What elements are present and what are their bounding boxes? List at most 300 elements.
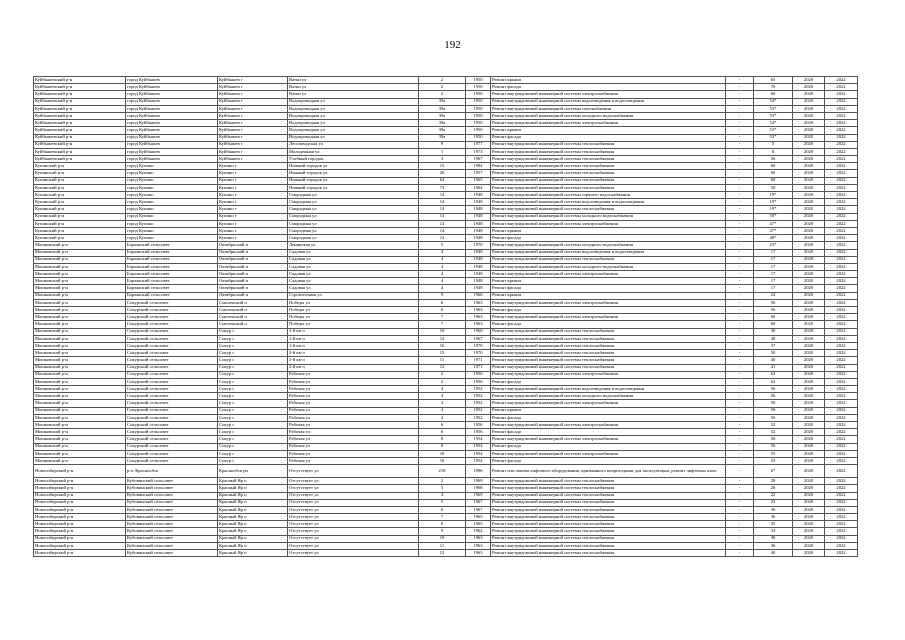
table-cell: Ремонт фасада (491, 443, 726, 450)
table-row (34, 192, 858, 199)
table-cell: Новосибирский р-н (34, 478, 126, 485)
table-cell: Ремонт фасада (491, 457, 726, 464)
table-cell: - (726, 422, 754, 429)
table-row (34, 335, 858, 342)
table-cell: 1956 (466, 422, 491, 429)
table-cell: 2020 (793, 436, 825, 443)
table-cell: Ремонт внутридомовой инженерной системы электроснабжения (491, 271, 726, 278)
table-cell: 53* (754, 112, 793, 119)
table-cell: 11 (419, 542, 466, 549)
table-cell: 2022 (825, 177, 858, 184)
table-cell: 1952 (466, 407, 491, 414)
table-cell: - (726, 213, 754, 220)
table-cell: Ремонт внутридомовой инженерной системы теплоснабжения (491, 184, 726, 191)
table-cell: 2022 (825, 450, 858, 457)
table-cell: - (726, 350, 754, 357)
table-cell: Кубовинский сельсовет (126, 528, 218, 535)
table-cell: 1948 (466, 192, 491, 199)
table-cell: Ремонт фасада (491, 84, 726, 91)
table-row (34, 514, 858, 521)
table-cell: Ремонт внутридомовой инженерной системы электроснабжения (491, 371, 726, 378)
table-cell: - (726, 235, 754, 242)
table-cell: Купинский р-н (34, 170, 126, 177)
table-cell: Ремонт внутридомовой инженерной системы теплоснабжения (491, 163, 726, 170)
table-row (34, 414, 858, 421)
table-row (34, 235, 858, 242)
table-cell: 1954 (466, 443, 491, 450)
table-cell: 1952 (466, 414, 491, 421)
table-cell: Ремонт внутридомовой инженерной системы электроснабжения (491, 120, 726, 127)
table-cell: - (726, 307, 754, 314)
table-cell: 2020 (793, 499, 825, 506)
table-cell: город Купино (126, 177, 218, 184)
table-cell: 48 (754, 335, 793, 342)
table-row (34, 350, 858, 357)
table-cell: - (726, 393, 754, 400)
table-cell: - (726, 357, 754, 364)
table-cell: 12 (419, 335, 466, 342)
table-cell: 2022 (825, 542, 858, 549)
table-cell: 2020 (793, 429, 825, 436)
table-cell: Кубовинский сельсовет (126, 499, 218, 506)
table-cell: Купино г (218, 199, 288, 206)
table-cell: Мошковский р-н (34, 371, 126, 378)
table-cell: Мошковский р-н (34, 350, 126, 357)
table-cell: Сокур с (218, 400, 288, 407)
table-row (34, 84, 858, 91)
table-cell: 2022 (825, 499, 858, 506)
table-cell: Ремонт внутридомовой инженерной системы холодного водоснабжения (491, 393, 726, 400)
capital-repair-table (33, 76, 858, 557)
table-cell: - (726, 199, 754, 206)
table-cell: Ремонт внутридомовой инженерной системы теплоснабжения (491, 506, 726, 513)
table-row (34, 443, 858, 450)
table-cell: Отсутствует ул (288, 478, 419, 485)
table-cell: Отсутствует ул (288, 506, 419, 513)
table-cell: Новосибирский р-н (34, 514, 126, 521)
table-cell: 54* (754, 98, 793, 105)
table-cell: город Купино (126, 227, 218, 234)
table-cell: 1948 (466, 256, 491, 263)
table-row (34, 199, 858, 206)
table-cell: - (726, 485, 754, 492)
table-cell: Водопроводная ул (288, 105, 419, 112)
table-cell: 2022 (825, 199, 858, 206)
table-cell: 8 (419, 443, 466, 450)
table-cell: Ремонт внутридомовой инженерной системы электроснабжения (491, 314, 726, 321)
table-cell: Мошковский р-н (34, 450, 126, 457)
table-cell: 2022 (825, 492, 858, 499)
table-cell: Сокур с (218, 436, 288, 443)
table-cell: 2020 (793, 457, 825, 464)
table-cell: Куйбышев г (218, 112, 288, 119)
table-cell: 4 (419, 263, 466, 270)
table-cell: Отсутствует ул (288, 485, 419, 492)
table-cell: 17 (754, 278, 793, 285)
table-cell: Сокурский сельсовет (126, 342, 218, 349)
table-cell: - (726, 299, 754, 306)
table-row (34, 141, 858, 148)
table-cell: 4 (419, 285, 466, 292)
table-cell: 1968 (466, 485, 491, 492)
table-row (34, 386, 858, 393)
table-row (34, 98, 858, 105)
table-cell: 40 (754, 357, 793, 364)
table-cell: Красный Яр п (218, 514, 288, 521)
table-cell: Сокурский сельсовет (126, 429, 218, 436)
table-cell: 70 (754, 84, 793, 91)
table-cell: 2022 (825, 256, 858, 263)
table-cell: 6 (419, 307, 466, 314)
table-cell: 7 (419, 321, 466, 328)
table-cell: Мошковский р-н (34, 393, 126, 400)
table-cell: Краснообск рп (218, 465, 288, 478)
table-cell: - (726, 478, 754, 485)
table-cell: - (726, 278, 754, 285)
table-cell: Смоленский п (218, 299, 288, 306)
table-cell: 2022 (825, 321, 858, 328)
table-cell: 2020 (793, 105, 825, 112)
table-cell: 2020 (793, 213, 825, 220)
table-cell: 8 (419, 436, 466, 443)
table-cell: 2022 (825, 535, 858, 542)
table-cell: город Куйбышев (126, 91, 218, 98)
table-cell: 50 (754, 350, 793, 357)
table-cell: Смородина ул (288, 192, 419, 199)
table-cell: 65 (754, 77, 793, 84)
table-cell: Куйбышев г (218, 156, 288, 163)
table-cell: Куйбышевский р-н (34, 112, 126, 119)
table-cell: Кубовинский сельсовет (126, 478, 218, 485)
table-cell: Сокурский сельсовет (126, 450, 218, 457)
table-cell: Мошковский р-н (34, 386, 126, 393)
table-cell: - (726, 414, 754, 421)
table-cell: - (726, 328, 754, 335)
table-cell: Ремонт внутридомовой инженерной системы электроснабжения (491, 450, 726, 457)
table-cell: Куйбышев г (218, 91, 288, 98)
table-cell: - (726, 127, 754, 134)
table-cell: Рабочая ул (288, 371, 419, 378)
table-cell: - (726, 514, 754, 521)
table-cell: Рабочая ул (288, 429, 419, 436)
table-cell: 12 (419, 550, 466, 557)
table-cell: Ремонт внутридомовой инженерной системы теплоснабжения (491, 521, 726, 528)
table-cell: Сокур с (218, 357, 288, 364)
table-cell: 14 (419, 199, 466, 206)
table-cell: 2022 (825, 328, 858, 335)
table-cell: город Куйбышев (126, 112, 218, 119)
table-cell: 2020 (793, 307, 825, 314)
table-row (34, 378, 858, 385)
table-cell: Ремонт внутридомовой инженерной системы водоотведения и водоотведения (491, 386, 726, 393)
table-cell: Ленинская ул (288, 242, 419, 249)
table-cell: 1971 (466, 357, 491, 364)
table-cell: Водопроводная ул (288, 127, 419, 134)
table-cell: 2022 (825, 314, 858, 321)
table-cell: Мошковский р-н (34, 407, 126, 414)
table-cell: - (726, 84, 754, 91)
table-cell: 2020 (793, 220, 825, 227)
table-cell: Сокур с (218, 350, 288, 357)
table-cell: Мошковский р-н (34, 271, 126, 278)
table-cell: Нижний городок ул (288, 177, 419, 184)
table-cell: Ремонт внутридомовой инженерной системы электроснабжения (491, 400, 726, 407)
table-cell: - (726, 192, 754, 199)
table-cell: Смоленский п (218, 314, 288, 321)
table-cell: 1956 (466, 429, 491, 436)
table-cell: Ремонт внутридомовой инженерной системы холодного водоснабжения (491, 213, 726, 220)
table-cell: 52 (754, 422, 793, 429)
table-cell: Мошковский р-н (34, 307, 126, 314)
table-cell: 53* (754, 105, 793, 112)
table-cell: город Куйбышев (126, 156, 218, 163)
table-cell: Сокурский сельсовет (126, 321, 218, 328)
table-cell: - (726, 105, 754, 112)
table-cell: Новосибирский р-н (34, 535, 126, 542)
table-cell: город Куйбышев (126, 105, 218, 112)
table-cell: 2022 (825, 485, 858, 492)
table-row (34, 299, 858, 306)
table-cell: 2020 (793, 263, 825, 270)
table-cell: Ремонт внутридомовой инженерной системы теплоснабжения (491, 478, 726, 485)
table-cell: 60 (754, 163, 793, 170)
table-cell: Красный Яр п (218, 535, 288, 542)
table-cell: Красный Яр п (218, 542, 288, 549)
table-row (34, 550, 858, 557)
table-cell: Мошковский р-н (34, 249, 126, 256)
table-cell: Куйбышевский р-н (34, 91, 126, 98)
table-cell: 2022 (825, 184, 858, 191)
table-cell: 1948 (466, 249, 491, 256)
table-cell: 1963 (466, 307, 491, 314)
table-cell: Ремонт внутридомовой инженерной системы теплоснабжения (491, 492, 726, 499)
table-row (34, 314, 858, 321)
table-cell: 2 (419, 84, 466, 91)
table-cell: 62 (419, 177, 466, 184)
table-cell: 35 (754, 521, 793, 528)
table-cell: - (726, 314, 754, 321)
table-cell: Мошковский р-н (34, 285, 126, 292)
table-cell: Мошковский р-н (34, 256, 126, 263)
table-cell: Куйбышев г (218, 141, 288, 148)
table-cell: 14 (419, 235, 466, 242)
table-cell: Красный Яр п (218, 499, 288, 506)
table-cell: Мошковский р-н (34, 242, 126, 249)
table-cell: 2020 (793, 371, 825, 378)
table-cell: Садовая ул (288, 256, 419, 263)
table-cell: Садовая ул (288, 271, 419, 278)
table-row (34, 422, 858, 429)
table-cell: 39а (419, 127, 466, 134)
table-cell: 2020 (793, 271, 825, 278)
table-cell: 1963 (466, 535, 491, 542)
table-cell: 50 (754, 184, 793, 191)
table-cell: 17 (754, 263, 793, 270)
table-cell: 2020 (793, 542, 825, 549)
table-cell: Кубовинский сельсовет (126, 521, 218, 528)
table-cell: Мошковский р-н (34, 328, 126, 335)
table-row (34, 485, 858, 492)
table-cell: - (726, 400, 754, 407)
table-cell: - (726, 364, 754, 371)
table-cell: 73 (419, 184, 466, 191)
table-row (34, 429, 858, 436)
table-cell: 40 (754, 550, 793, 557)
table-row (34, 105, 858, 112)
table-cell: Купинский р-н (34, 163, 126, 170)
table-cell: 1957 (466, 170, 491, 177)
table-cell: 2020 (793, 350, 825, 357)
table-cell: Сокурский сельсовет (126, 436, 218, 443)
table-cell: Ремонт внутридомовой инженерной системы теплоснабжения (491, 535, 726, 542)
table-row (34, 499, 858, 506)
table-cell: 2020 (793, 393, 825, 400)
table-cell: Сокур с (218, 422, 288, 429)
table-cell: Сокурский сельсовет (126, 328, 218, 335)
table-cell: 14 (419, 206, 466, 213)
table-cell: Сокур с (218, 407, 288, 414)
table-cell: Мошковский р-н (34, 429, 126, 436)
table-cell: - (726, 249, 754, 256)
table-cell: Рабочая ул (288, 436, 419, 443)
table-cell: 56 (754, 307, 793, 314)
table-cell: 2020 (793, 148, 825, 155)
table-cell: Мошковский р-н (34, 422, 126, 429)
table-cell: Смоленский п (218, 321, 288, 328)
table-cell: Октябрьский п (218, 249, 288, 256)
table-cell: Ремонт внутридомовой инженерной системы теплоснабжения (491, 350, 726, 357)
table-cell: 2022 (825, 206, 858, 213)
table-cell: Купинский р-н (34, 213, 126, 220)
table-cell: 1948 (466, 213, 491, 220)
table-cell: 1 (419, 148, 466, 155)
table-cell: 1950 (466, 77, 491, 84)
table-cell: 60 (754, 170, 793, 177)
table-cell: Ватки ул (288, 91, 419, 98)
table-cell: 2 (419, 371, 466, 378)
table-cell: 56 (754, 400, 793, 407)
table-cell: Сокур с (218, 378, 288, 385)
table-cell: 1954 (466, 436, 491, 443)
table-cell: 2-й кв-л (288, 364, 419, 371)
table-cell: - (726, 335, 754, 342)
table-row (34, 271, 858, 278)
table-cell: 1950 (466, 84, 491, 91)
table-cell: 1948 (466, 227, 491, 234)
table-row (34, 328, 858, 335)
table-cell: 1948 (466, 271, 491, 278)
table-cell: город Купино (126, 213, 218, 220)
table-cell: Купинский р-н (34, 177, 126, 184)
table-cell: 23 (754, 499, 793, 506)
table-cell: Рабочая ул (288, 378, 419, 385)
table-cell: Рабочая ул (288, 422, 419, 429)
table-cell: город Купино (126, 192, 218, 199)
table-cell: Новосибирский р-н (34, 506, 126, 513)
table-cell: Рабочая ул (288, 414, 419, 421)
table-cell: 2020 (793, 127, 825, 134)
table-cell: Мошковский р-н (34, 299, 126, 306)
table-cell: 54* (754, 120, 793, 127)
table-cell: - (726, 156, 754, 163)
table-cell: 60 (754, 314, 793, 321)
table-cell: 60 (754, 91, 793, 98)
table-cell: Сокурский сельсовет (126, 378, 218, 385)
table-cell: город Куйбышев (126, 77, 218, 84)
table-cell: Отсутствует ул (288, 465, 419, 478)
table-cell: 1967 (466, 499, 491, 506)
table-cell: Барлакский сельсовет (126, 285, 218, 292)
table-cell: 4 (419, 400, 466, 407)
table-cell: 2022 (825, 91, 858, 98)
table-cell: 2020 (793, 550, 825, 557)
table-cell: Мошковский р-н (34, 342, 126, 349)
table-cell: Сокур с (218, 457, 288, 464)
table-cell: 39а (419, 120, 466, 127)
table-cell: Кубовинский сельсовет (126, 550, 218, 557)
table-cell: - (726, 371, 754, 378)
table-row (34, 342, 858, 349)
table-cell: Отсутствует ул (288, 521, 419, 528)
table-cell: 2020 (793, 112, 825, 119)
table-cell: 1948 (466, 263, 491, 270)
table-cell: Сокур с (218, 450, 288, 457)
table-cell: Октябрьский п (218, 256, 288, 263)
table-cell: Учебный городок (288, 156, 419, 163)
table-cell: - (726, 170, 754, 177)
table-cell: 2022 (825, 378, 858, 385)
table-cell: 2022 (825, 278, 858, 285)
table-cell: 2022 (825, 170, 858, 177)
table-cell: 1956 (466, 371, 491, 378)
table-cell: Молодежная ул (288, 148, 419, 155)
table-cell: 2020 (793, 386, 825, 393)
table-cell: 2020 (793, 400, 825, 407)
table-cell: Куйбышев г (218, 77, 288, 84)
table-cell: 2022 (825, 148, 858, 155)
table-cell: Сокур с (218, 371, 288, 378)
table-cell: 2022 (825, 292, 858, 299)
table-cell: 2022 (825, 443, 858, 450)
table-cell: Сокурский сельсовет (126, 307, 218, 314)
table-row (34, 170, 858, 177)
table-cell: Мошковский р-н (34, 443, 126, 450)
table-cell: 1954 (466, 450, 491, 457)
table-cell: 2 (419, 478, 466, 485)
table-cell: 14 (419, 192, 466, 199)
table-cell: Октябрьский п (218, 292, 288, 299)
table-cell: 2020 (793, 177, 825, 184)
table-cell: 2022 (825, 163, 858, 170)
page-number: 192 (444, 39, 461, 51)
table-cell: 39а (419, 112, 466, 119)
table-cell: Новосибирский р-н (34, 542, 126, 549)
table-cell: 2022 (825, 414, 858, 421)
table-cell: - (726, 285, 754, 292)
table-cell: 2022 (825, 263, 858, 270)
table-cell: 10 (419, 457, 466, 464)
table-cell: Смородина ул (288, 199, 419, 206)
table-cell: Кубовинский сельсовет (126, 535, 218, 542)
table-cell: Куйбышев г (218, 134, 288, 141)
table-cell: 1952 (466, 393, 491, 400)
table-cell: 1964 (466, 528, 491, 535)
table-cell: Ремонт внутридомовой инженерной системы теплоснабжения (491, 170, 726, 177)
table-cell: Ремонт крыши (491, 407, 726, 414)
table-cell: 2020 (793, 278, 825, 285)
table-cell: 2022 (825, 550, 858, 557)
table-cell: 2020 (793, 256, 825, 263)
